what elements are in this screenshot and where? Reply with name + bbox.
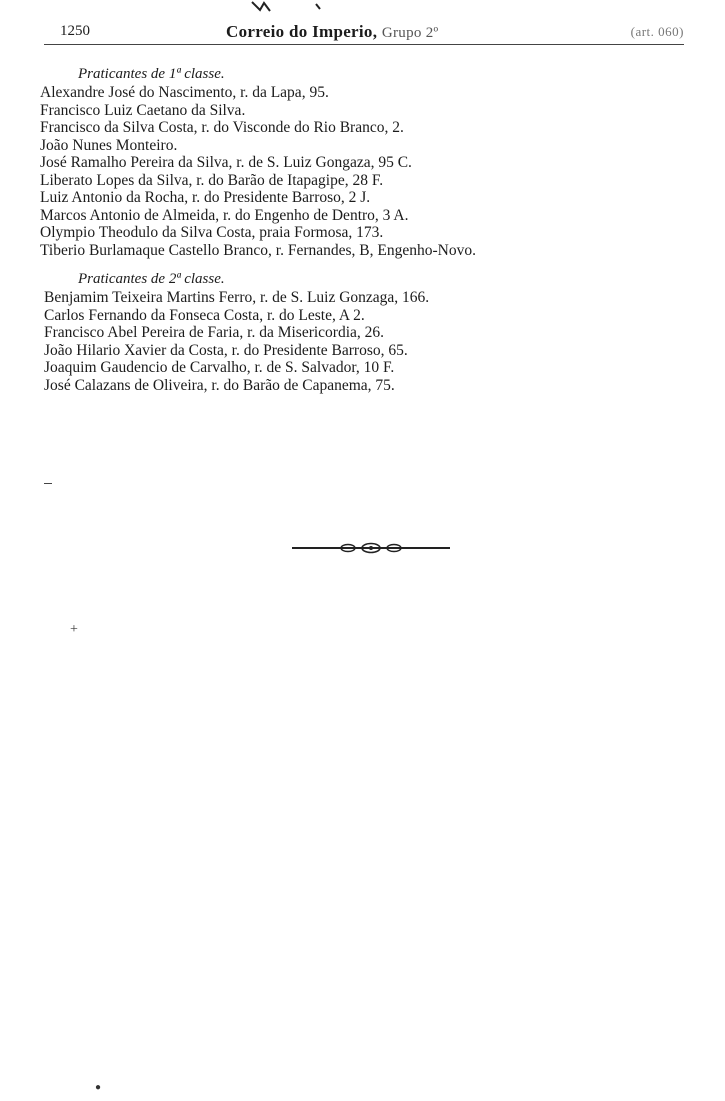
list-item: João Nunes Monteiro.: [40, 136, 178, 154]
list-item: Joaquim Gaudencio de Carvalho, r. de S. Salvador, 10 F.: [44, 359, 395, 376]
page-header: [44, 22, 684, 44]
group-label: Grupo 2º: [381, 25, 439, 41]
list-item: José Ramalho Pereira da Silva, r. de S. Luiz Gongaza, 95 C.: [40, 154, 412, 171]
list-item: Olympio Theodulo da Silva Costa, praia Formosa, 173.: [40, 224, 384, 241]
ink-smudge: [246, 0, 326, 14]
section-heading: Praticantes de 1ª classe.: [78, 66, 225, 82]
list-item: Francisco Abel Pereira de Faria, r. da Misericordia, 26.: [44, 324, 385, 341]
journal-title-text: Correio do Imperio,: [226, 22, 378, 41]
entry-list: [40, 84, 680, 259]
page-code: (art. 060): [630, 24, 684, 39]
entry-list: [40, 289, 680, 394]
short-rule: [44, 483, 52, 484]
list-item: Tiberio Burlamaque Castello Branco, r. Fernandes, B, Engenho-Novo.: [40, 241, 476, 259]
list-item: Francisco Luiz Caetano da Silva.: [40, 101, 246, 119]
list-item: Marcos Antonio de Almeida, r. do Engenho de Dentro, 3 A.: [40, 206, 409, 224]
section-second-class: [40, 271, 680, 394]
page-number: 1250: [60, 23, 90, 39]
stray-dot-icon: ●: [95, 1082, 102, 1093]
list-item: Liberato Lopes da Silva, r. do Barão de Itapagipe, 28 F.: [40, 171, 384, 189]
list-item: Francisco da Silva Costa, r. do Visconde do Rio Branco, 2.: [40, 119, 404, 136]
stray-mark-icon: +: [70, 622, 78, 637]
list-item: Alexandre José do Nascimento, r. da Lapa, 95.: [40, 84, 329, 101]
decorative-divider-icon: [292, 542, 450, 554]
header-rule: [44, 44, 684, 45]
list-item: Carlos Fernando da Fonseca Costa, r. do Leste, A 2.: [44, 306, 365, 324]
list-item: Benjamim Teixeira Martins Ferro, r. de S. Luiz Gonzaga, 166.: [44, 289, 430, 306]
list-item: João Hilario Xavier da Costa, r. do Presidente Barroso, 65.: [44, 341, 408, 359]
section-first-class: [40, 66, 680, 259]
section-heading: Praticantes de 2ª classe.: [78, 271, 225, 287]
journal-title: [226, 22, 438, 42]
list-item: José Calazans de Oliveira, r. do Barão de Capanema, 75.: [44, 376, 395, 394]
list-item: Luiz Antonio da Rocha, r. do Presidente Barroso, 2 J.: [40, 189, 371, 206]
